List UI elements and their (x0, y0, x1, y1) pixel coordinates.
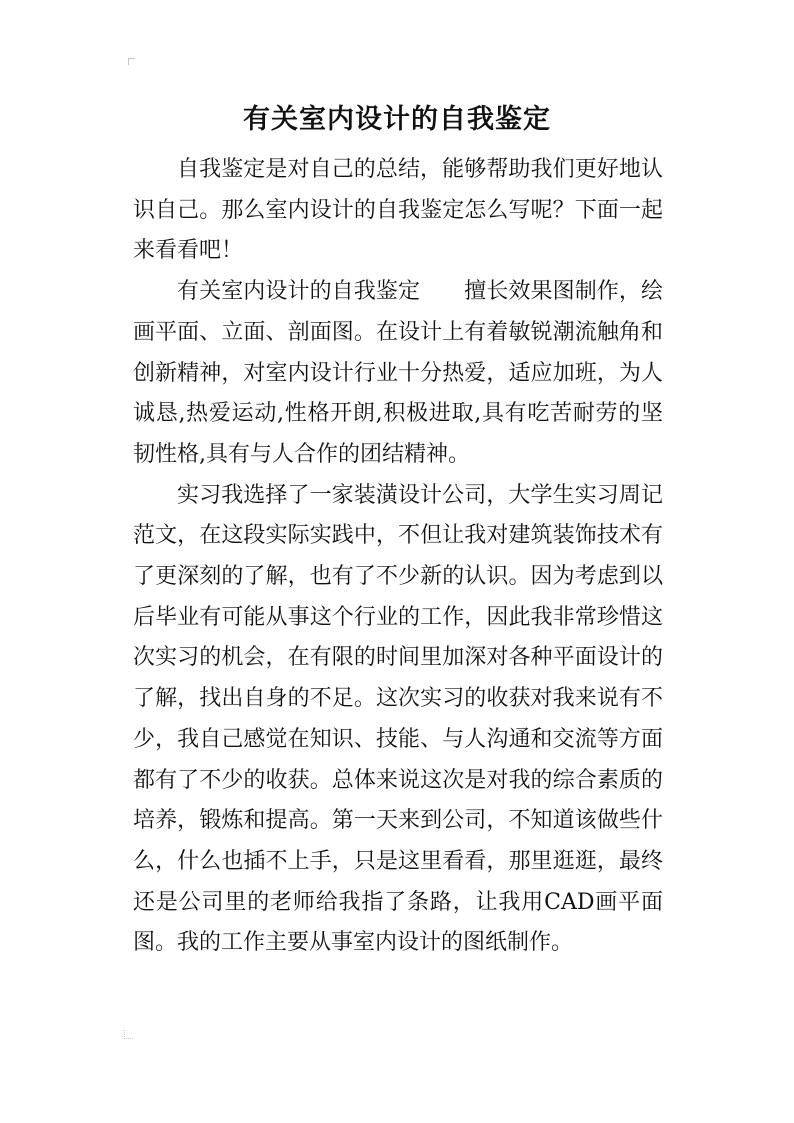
document-body (133, 150, 663, 964)
paragraph-skills: 有关室内设计的自我鉴定 擅长效果图制作，绘画平面、立面、剖面图。在设计上有着敏锐潮流触角和创新精神，对室内设计行业十分热爱，适应加班，为人诚恳,热爱运动,性格开朗,积极进取,具有吃苦耐劳的坚韧性格,具有与人合作的团结精神。 (133, 279, 663, 467)
paragraph-internship: 实习我选择了一家装潢设计公司，大学生实习周记范文，在这段实际实践中，不但让我对建筑装饰技术有了更深刻的了解，也有了不少新的认识。因为考虑到以后毕业有可能从事这个行业的工作，因此我非常珍惜这次实习的机会，在有限的时间里加深对各种平面设计的了解，找出自身的不足。这次实习的收获对我来说有不少，我自己感觉在知识、技能、与人沟通和交流等方面都有了不少的收获。总体来说这次是对我的综合素质的培养，锻炼和提高。第一天来到公司，不知道该做些什么，什么也插不上手，只是这里看看，那里逛逛，最终还是公司里的老师给我指了条路，让我用CAD画平面图。我的工作主要从事室内设计的图纸制作。 (133, 482, 663, 956)
page-title: 有关室内设计的自我鉴定 (243, 104, 551, 135)
paragraph-intro: 自我鉴定是对自己的总结，能够帮助我们更好地认识自己。那么室内设计的自我鉴定怎么写呢？下面一起来看看吧！ (133, 157, 663, 264)
corner-mark-bottom (124, 1030, 133, 1039)
corner-mark (128, 58, 135, 65)
